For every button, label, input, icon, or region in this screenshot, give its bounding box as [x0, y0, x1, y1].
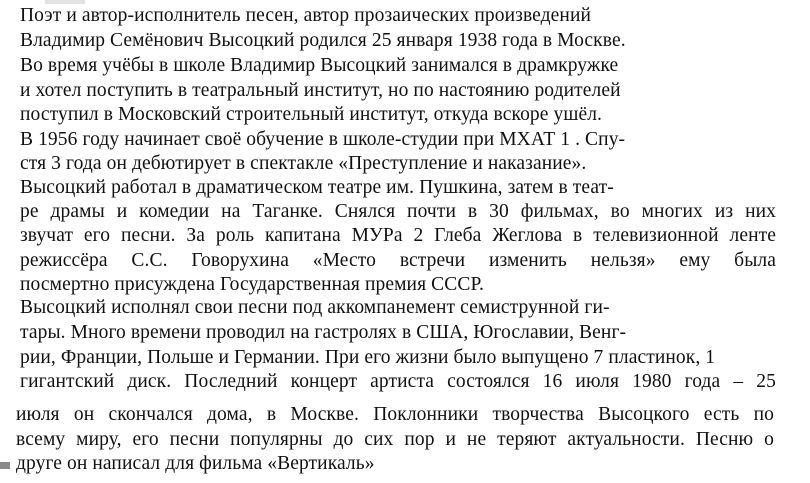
text-line: режиссёра С.С. Говорухина «Место встречи изменить нельзя» ему была	[20, 250, 776, 271]
text-line: стя 3 года он дебютирует в спектакле «Преступление и наказание».	[20, 153, 587, 174]
text-line: Высоцкий работал в драматическом театре им. Пушкина, затем в теат-	[20, 177, 614, 198]
text-line: звучат его песни. За роль капитана МУРа 2 Глеба Жеглова в телевизионной ленте	[20, 225, 776, 246]
text-line: Владимир Семёнович Высоцкий родился 25 января 1938 года в Москве.	[20, 30, 626, 51]
text-line: посмертно присуждена Государственная премия СССР.	[20, 274, 484, 295]
crop-mark	[0, 462, 10, 469]
text-line: и хотел поступить в театральный институт, но по настоянию родителей	[20, 80, 621, 101]
scan-artifact	[45, 0, 85, 4]
text-line: рии, Франции, Польше и Германии. При его жизни было выпущено 7 пластинок, 1	[20, 347, 716, 368]
text-line: друге он написал для фильма «Вертикаль»	[16, 453, 375, 474]
text-line: всему миру, его песни популярны до сих пор и не теряют актуальности. Песню о	[16, 429, 774, 450]
text-line: поступил в Московский строительный институт, откуда вскоре ушёл.	[20, 104, 603, 125]
text-line: ре драмы и комедии на Таганке. Снялся почти в 30 фильмах, во многих из них	[20, 201, 776, 222]
text-line: июля он скончался дома, в Москве. Поклонники творчества Высоцкого есть по	[16, 404, 774, 425]
text-line: Во время учёбы в школе Владимир Высоцкий занимался в драмкружке	[20, 55, 619, 76]
text-line: тары. Много времени проводил на гастролях в США, Югославии, Венг-	[20, 322, 627, 343]
text-line: гигантский диск. Последний концерт артиста состоялся 16 июля 1980 года – 25	[20, 371, 776, 392]
text-line: Высоцкий исполнял свои песни под аккомпанемент семиструнной ги-	[20, 297, 610, 318]
text-line: В 1956 году начинает своё обучение в школе-студии при МХАТ 1 . Спу-	[20, 129, 626, 150]
text-line: Поэт и автор-исполнитель песен, автор прозаических произведений	[20, 5, 592, 26]
